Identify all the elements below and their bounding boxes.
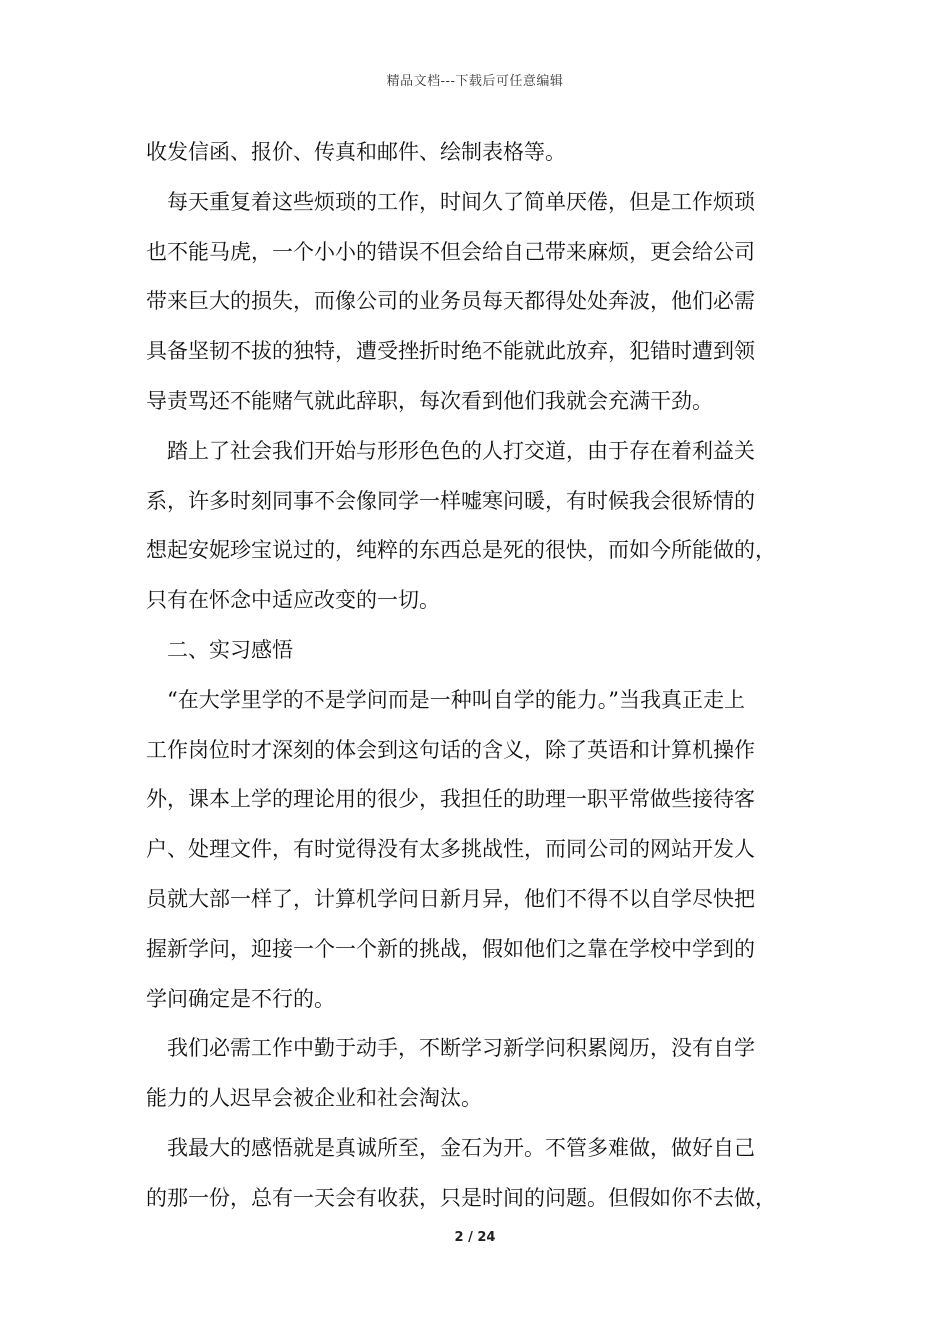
- text-line: 的那一份，总有一天会有收获，只是时间的问题。但假如你不去做，: [146, 1185, 776, 1210]
- text-line: 也不能马虎，一个小小的错误不但会给自己带来麻烦，更会给公司: [146, 239, 755, 264]
- text-line: 能力的人迟早会被企业和社会淘汰。: [146, 1086, 482, 1111]
- text-line: 工作岗位时才深刻的体会到这句话的含义，除了英语和计算机操作: [146, 737, 755, 762]
- text-line: 踏上了社会我们开始与形形色色的人打交道，由于存在着利益关: [167, 438, 755, 463]
- text-line: “在大学里学的不是学问而是一种叫自学的能力。”当我真正走上: [167, 687, 745, 712]
- text-line: 每天重复着这些烦琐的工作，时间久了简单厌倦，但是工作烦琐: [167, 189, 755, 214]
- text-line: 系，许多时刻同事不会像同学一样嘘寒问暖，有时候我会很矫情的: [146, 488, 755, 513]
- text-line: 握新学问，迎接一个一个新的挑战，假如他们之靠在学校中学到的: [146, 936, 755, 961]
- text-line: 导责骂还不能赌气就此辞职，每次看到他们我就会充满干劲。: [146, 388, 713, 413]
- text-line: 收发信函、报价、传真和邮件、绘制表格等。: [146, 140, 566, 164]
- section-heading: 二、实习感悟: [167, 637, 293, 662]
- document-body: [146, 128, 818, 1224]
- text-line: 学问确定是不行的。: [146, 986, 335, 1011]
- text-line: 我最大的感悟就是真诚所至，金石为开。不管多难做，做好自己: [167, 1135, 755, 1160]
- page-number: 2 / 24: [454, 1230, 496, 1245]
- text-line: 只有在怀念中适应改变的一切。: [146, 588, 440, 613]
- text-line: 我们必需工作中勤于动手，不断学习新学问积累阅历，没有自学: [167, 1036, 755, 1061]
- text-line: 外，课本上学的理论用的很少，我担任的助理一职平常做些接待客: [146, 787, 755, 812]
- text-line: 具备坚韧不拔的独特，遭受挫折时绝不能就此放弃，犯错时遭到领: [146, 339, 755, 364]
- text-line: 员就大部一样了，计算机学问日新月异，他们不得不以自学尽快把: [146, 886, 755, 911]
- page-header: 精品文档---下载后可任意编辑: [386, 74, 564, 89]
- text-line: 带来巨大的损失，而像公司的业务员每天都得处处奔波，他们必需: [146, 289, 755, 314]
- text-line: 想起安妮珍宝说过的，纯粹的东西总是死的很快，而如今所能做的，: [146, 538, 776, 563]
- text-line: 户、处理文件，有时觉得没有太多挑战性，而同公司的网站开发人: [146, 837, 755, 862]
